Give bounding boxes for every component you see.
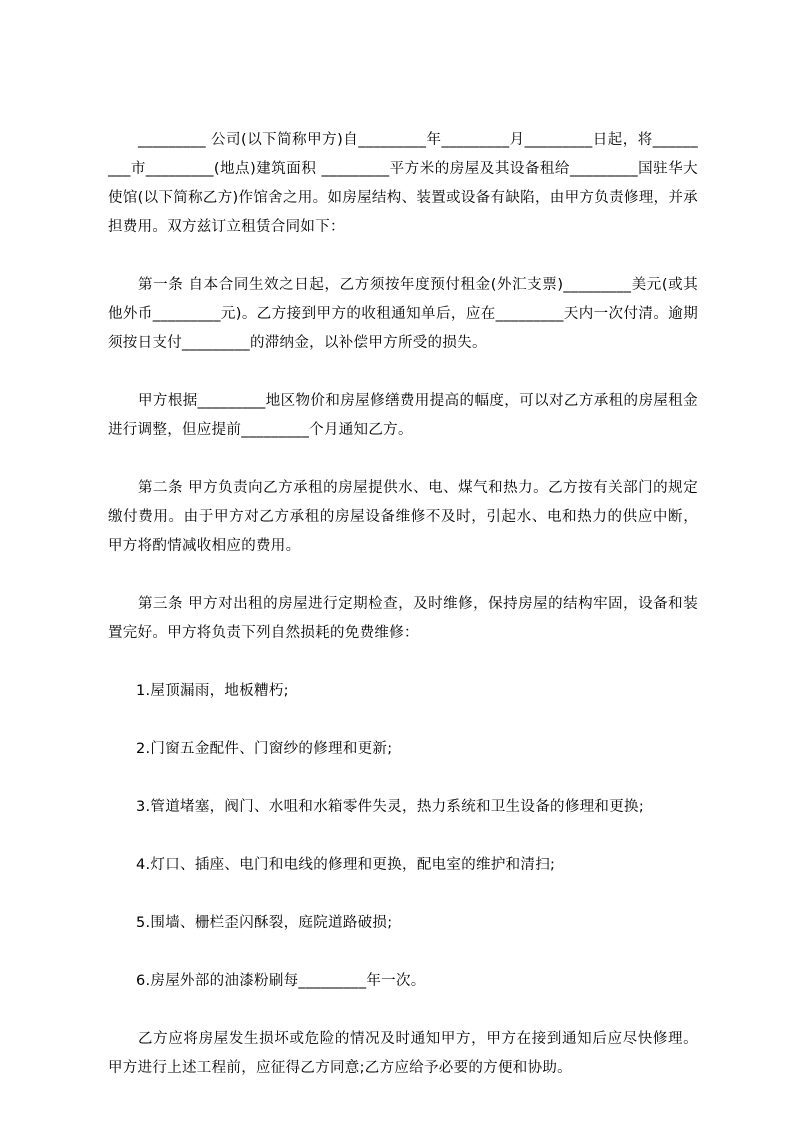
paragraph-gap	[108, 445, 698, 474]
paragraph-gap	[108, 561, 698, 590]
repair-item-6: 6.房屋外部的油漆粉刷每_________年一次。	[136, 973, 426, 989]
intro-paragraph: _________ 公司(以下简称甲方)自_________年_________月_________日起，将_________市_________(地点)建筑面积 _________平方米的房屋及其设备租给_________国驻华大使馆(以下简称乙方)作馆舍之用。如房屋结构、装置或设备有缺陷，由甲方负责修理，并承担费用。双方兹订立租赁合同如下：	[108, 132, 698, 235]
repair-item-2: 2.门窗五金配件、门窗纱的修理和更新;	[136, 741, 393, 757]
article-1-paragraph: 第一条 自本合同生效之日起，乙方须按年度预付租金(外汇支票)_________美元(或其他外币_________元)。乙方接到甲方的收租通知单后，应在_________天内一次付清。逾期须按日支付_________的滞纳金，以补偿甲方所受的损失。	[108, 277, 698, 351]
paragraph-gap	[108, 880, 698, 909]
repair-item-1: 1.屋顶漏雨，地板糟朽;	[136, 683, 289, 699]
paragraph-gap	[108, 706, 698, 735]
paragraph-gap	[108, 242, 698, 271]
paragraph-gap	[108, 648, 698, 677]
document-body	[108, 126, 698, 1083]
repair-item-5: 5.围墙、栅栏歪闪酥裂，庭院道路破损;	[136, 915, 393, 931]
rent-adjustment-paragraph: 甲方根据_________地区物价和房屋修缮费用提高的幅度，可以对乙方承租的房屋租金进行调整，但应提前_________个月通知乙方。	[108, 393, 698, 438]
paragraph-gap	[108, 996, 698, 1025]
paragraph-gap	[108, 358, 698, 387]
paragraph-gap	[108, 938, 698, 967]
article-3-paragraph: 第三条 甲方对出租的房屋进行定期检查，及时维修，保持房屋的结构牢固，设备和装置完好。甲方将负责下列自然损耗的免费维修：	[108, 596, 698, 641]
damage-notice-paragraph: 乙方应将房屋发生损坏或危险的情况及时通知甲方，甲方在接到通知后应尽快修理。甲方进行上述工程前，应征得乙方同意;乙方应给予必要的方便和协助。	[108, 1031, 698, 1076]
paragraph-gap	[108, 822, 698, 851]
repair-item-4: 4.灯口、插座、电门和电线的修理和更换，配电室的维护和清扫;	[136, 857, 556, 873]
repair-item-3: 3.管道堵塞，阀门、水咀和水箱零件失灵，热力系统和卫生设备的修理和更换;	[136, 799, 645, 815]
paragraph-gap	[108, 764, 698, 793]
article-2-paragraph: 第二条 甲方负责向乙方承租的房屋提供水、电、煤气和热力。乙方按有关部门的规定缴付费用。由于甲方对乙方承租的房屋设备维修不及时，引起水、电和热力的供应中断，甲方将酌情减收相应的费用。	[108, 480, 698, 554]
